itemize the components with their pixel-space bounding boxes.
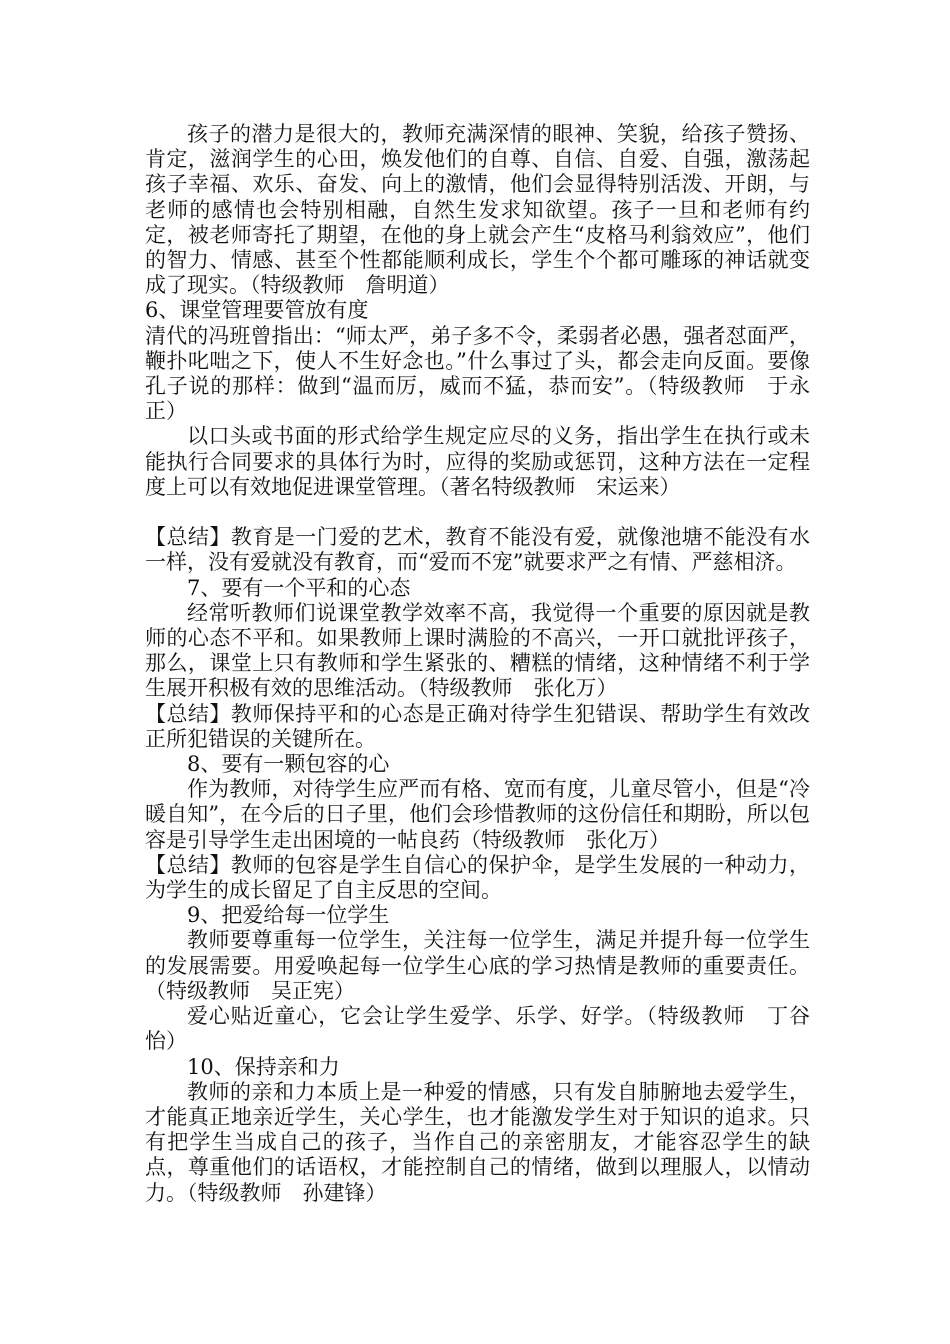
heading-section-6: 6、课堂管理要管放有度	[145, 298, 369, 323]
paragraph-potential: 孩子的潜力是很大的，教师充满深情的眼神、笑貌，给孩子赞扬、肯定，滋润学生的心田，焕发他们的自尊、自信、自爱、自强，激荡起孩子幸福、欢乐、奋发、向上的激情，他们会显得特别活泼、开朗，与老师的感情也会特别相融，自然生发求知欲望。孩子一旦和老师有约定，被老师寄托了期望，在他的身上就会产生“皮格马利翁效应”，他们的智力、情感、甚至个性都能顺利成长，学生个个都可雕琢的神话就变成了现实。（特级教师 詹明道）	[145, 122, 810, 298]
summary-tolerance: 【总结】教师的包容是学生自信心的保护伞，是学生发展的一种动力，为学生的成长留足了自主反思的空间。	[145, 852, 810, 903]
paragraph-calm-mind: 经常听教师们说课堂教学效率不高，我觉得一个重要的原因就是教师的心态不平和。如果教师上课时满脸的不高兴，一开口就批评孩子，那么，课堂上只有教师和学生紧张的、糟糕的情绪，这种情绪不利于学生展开积极有效的思维活动。（特级教师 张化万）	[145, 600, 810, 701]
paragraph-love-childlike-heart: 爱心贴近童心，它会让学生爱学、乐学、好学。（特级教师 丁谷怡）	[145, 1004, 810, 1054]
blank-line	[145, 500, 810, 525]
paragraph-respect-every-student: 教师要尊重每一位学生，关注每一位学生，满足并提升每一位学生的发展需要。用爱唤起每一位学生心底的学习热情是教师的重要责任。（特级教师 吴正宪）	[145, 928, 810, 1003]
heading-section-7: 7、要有一个平和的心态	[187, 575, 411, 600]
paragraph-tolerance: 作为教师，对待学生应严而有格、宽而有度，儿童尽管小，但是“冷暖自知”，在今后的日子里，他们会珍惜教师的这份信任和期盼，所以包容是引导学生走出困境的一帖良药（特级教师 张化万）	[145, 777, 810, 852]
heading-section-10: 10、保持亲和力	[187, 1054, 340, 1079]
summary-love-art: 【总结】教育是一门爱的艺术，教育不能没有爱，就像池塘不能没有水一样，没有爱就没有教育，而“爱而不宠”就要求严之有情、严慈相济。	[145, 525, 810, 575]
heading-section-8: 8、要有一颗包容的心	[187, 752, 390, 777]
paragraph-feng-ban-quote: 清代的冯班曾指出：“师太严，弟子多不令，柔弱者必愚，强者怼面严，鞭扑叱咄之下，使人不生好念也。”什么事过了头，都会走向反面。要像孔子说的那样：做到“温而厉，威而不猛，恭而安”。（特级教师 于永正）	[145, 323, 810, 424]
heading-section-9: 9、把爱给每一位学生	[187, 903, 390, 928]
paragraph-contract-method: 以口头或书面的形式给学生规定应尽的义务，指出学生在执行或未能执行合同要求的具体行为时，应得的奖励或惩罚，这种方法在一定程度上可以有效地促进课堂管理。（著名特级教师 宋运来）	[145, 424, 810, 499]
summary-calm-mind: 【总结】教师保持平和的心态是正确对待学生犯错误、帮助学生有效改正所犯错误的关键所在。	[145, 701, 810, 751]
paragraph-affinity: 教师的亲和力本质上是一种爱的情感，只有发自肺腑地去爱学生，才能真正地亲近学生，关心学生，也才能激发学生对于知识的追求。只有把学生当成自己的孩子，当作自己的亲密朋友，才能容忍学生的缺点，尊重他们的话语权，才能控制自己的情绪，做到以理服人，以情动力。（特级教师 孙建锋）	[145, 1079, 810, 1205]
document-page	[145, 122, 810, 1206]
